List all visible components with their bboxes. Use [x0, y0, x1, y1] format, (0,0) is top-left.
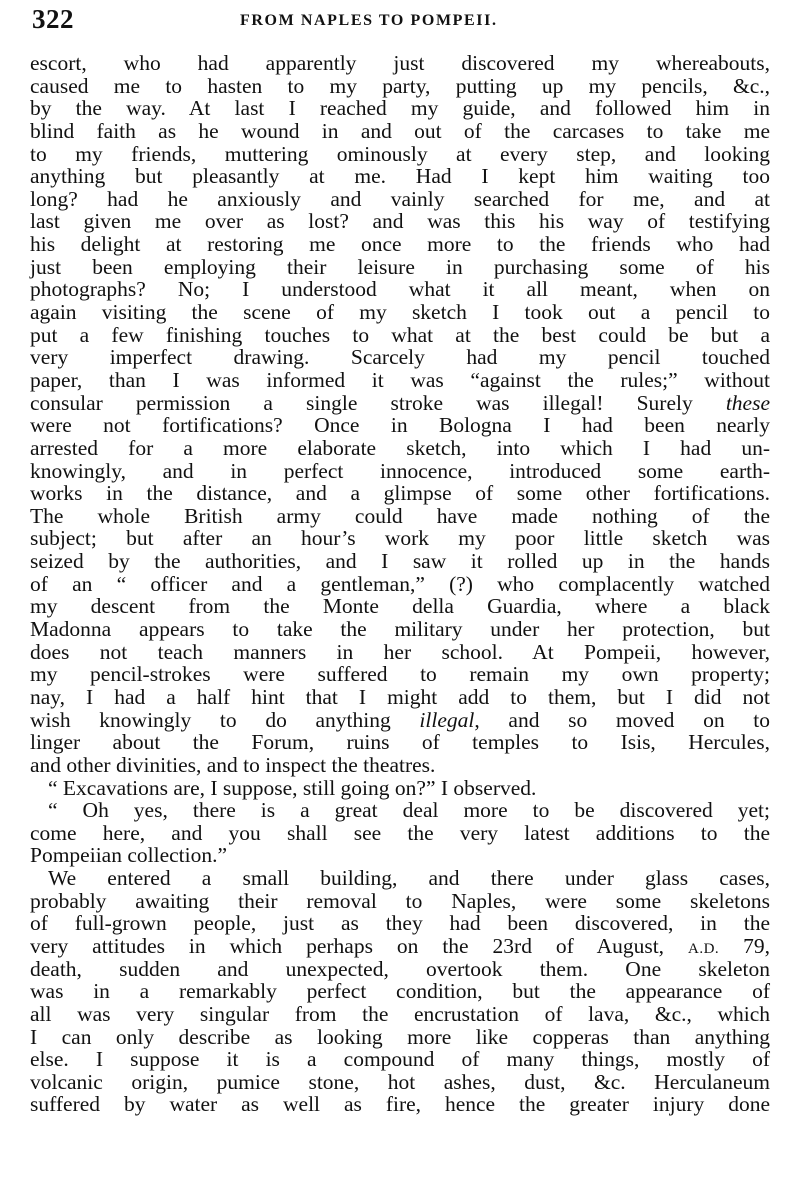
text-line: come here, and you shall see the very latest additions to the — [30, 820, 770, 845]
text-line: last given me over as lost? and was this his way of testifying — [30, 209, 770, 234]
text-line — [30, 709, 770, 732]
text-fragment: , and so moved on to — [474, 707, 770, 732]
text-line: my pencil-strokes were suffered to remain my own property; — [30, 662, 770, 687]
text-line: very imperfect drawing. Scarcely had my pencil touched — [30, 345, 770, 370]
text-line: anything but pleasantly at me. Had I kept him waiting too — [30, 164, 770, 189]
text-line: of an “ officer and a gentleman,” (?) who complacently watched — [30, 571, 770, 596]
text-line: just been employing their leisure in purchasing some of his — [30, 254, 770, 279]
small-caps-ad: A.D. — [688, 940, 720, 957]
body-text — [30, 52, 770, 1116]
text-line: all was very singular from the encrustation of lava, &c., which — [30, 1001, 770, 1026]
text-line: else. I suppose it is a compound of many things, mostly of — [30, 1047, 770, 1072]
text-fragment: wish knowingly to do anything — [30, 707, 391, 732]
text-line: again visiting the scene of my sketch I took out a pencil to — [30, 300, 770, 325]
text-line: escort, who had apparently just discovered my whereabouts, — [30, 51, 770, 75]
text-line: my descent from the Monte della Guardia, where a black — [30, 594, 770, 619]
text-line: Madonna appears to take the military under her protection, but — [30, 617, 770, 642]
text-line: caused me to hasten to my party, putting up my pencils, &c., — [30, 73, 770, 98]
emphasis-these: these — [725, 390, 771, 415]
text-line: and other divinities, and to inspect the theatres. — [30, 752, 436, 777]
text-line: to my friends, muttering ominously at every step, and looking — [30, 141, 770, 166]
text-line: suffered by water as well as fire, hence the greater injury done — [30, 1092, 770, 1117]
text-line: were not fortifications? Once in Bologna I had been nearly — [30, 413, 770, 438]
text-line: subject; but after an hour’s work my poor little sketch was — [30, 526, 770, 551]
text-line: seized by the authorities, and I saw it rolled up in the hands — [30, 549, 770, 574]
text-line: I can only describe as looking more like copperas than anything — [30, 1024, 770, 1049]
page-number: 322 — [32, 4, 74, 34]
text-line: by the way. At last I reached my guide, and followed him in — [30, 96, 770, 121]
text-line: does not teach manners in her school. At Pompeii, however, — [30, 639, 770, 664]
text-line: “ Excavations are, I suppose, still going on?” I observed. — [48, 775, 537, 800]
text-line: long? had he anxiously and vainly searched for me, and at — [30, 186, 770, 211]
text-line: of full-grown people, just as they had been discovered, in the — [30, 911, 770, 936]
text-line — [30, 935, 770, 958]
text-line: nay, I had a half hint that I might add to them, but I did not — [30, 684, 770, 709]
text-line: works in the distance, and a glimpse of some other fortifications. — [30, 481, 770, 506]
text-fragment: consular permission a single stroke was illegal! Surely — [30, 390, 693, 415]
text-line: linger about the Forum, ruins of temples to Isis, Hercules, — [30, 730, 770, 755]
text-line: Pompeiian collection.” — [30, 843, 228, 868]
text-line: We entered a small building, and there under glass cases, — [48, 866, 770, 891]
text-line: photographs? No; I understood what it all meant, when on — [30, 277, 770, 302]
text-line: death, sudden and unexpected, overtook them. One skeleton — [30, 956, 770, 981]
text-line: paper, than I was informed it was “against the rules;” without — [30, 367, 770, 392]
text-line: was in a remarkably perfect condition, but the appearance of — [30, 979, 770, 1004]
text-line: knowingly, and in perfect innocence, introduced some earth- — [30, 458, 770, 483]
text-line: his delight at restoring me once more to the friends who had — [30, 232, 770, 257]
page-header — [32, 4, 772, 44]
emphasis-illegal: illegal — [419, 707, 475, 732]
text-fragment: 79, — [719, 933, 771, 958]
text-line — [30, 392, 770, 415]
text-line: “ Oh yes, there is a great deal more to be discovered yet; — [48, 798, 770, 823]
text-line: blind faith as he wound in and out of the carcases to take me — [30, 118, 770, 143]
text-line: put a few finishing touches to what at the best could be but a — [30, 322, 770, 347]
text-line: probably awaiting their removal to Naples, were some skeletons — [30, 888, 770, 913]
text-line: volcanic origin, pumice stone, hot ashes, dust, &c. Herculaneum — [30, 1069, 770, 1094]
running-title: FROM NAPLES TO POMPEII. — [240, 12, 498, 29]
text-fragment: very attitudes in which perhaps on the 23rd of August, — [30, 933, 665, 958]
text-line: arrested for a more elaborate sketch, into which I had un- — [30, 435, 770, 460]
text-line: The whole British army could have made nothing of the — [30, 503, 770, 528]
